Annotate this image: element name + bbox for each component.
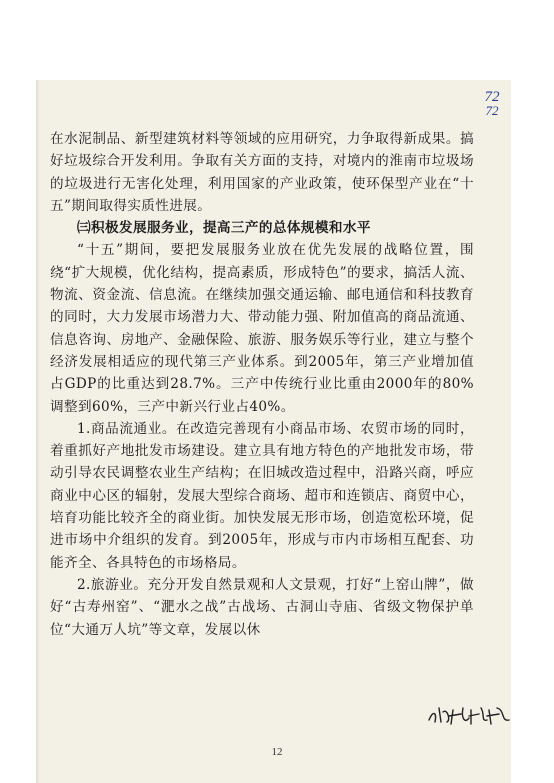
paragraph-commerce: 1.商品流通业。在改造完善现有小商品市场、农贸市场的同时，着重抓好产地批发市场建设。建立具有地方特色的产地批发市场，带动引导农民调整农业生产结构；在旧城改造过程中，沿路兴商，呼应商业中心区的辐射，发展大型综合商场、超市和连锁店、商贸中心，培育功能比较齐全的商业街。加快发展无形市场，创造宽松环境，促进市场中介组织的发育。到2005年，形成与市内市场相互配套、功能齐全、各具特色的市场格局。: [50, 420, 474, 571]
section-heading-services: ㈢积极发展服务业，提高三产的总体规模和水平: [77, 220, 371, 237]
footer-page-number: 12: [271, 746, 283, 758]
page-number-top: 72: [484, 89, 500, 105]
page-number-bottom: 72: [485, 103, 499, 118]
paragraph-tourism: 2.旅游业。充分开发自然景观和人文景观，打好“上窑山牌”，做好“古寿州窑”、“淝水之战”古战场、古洞山寺庙、省级文物保护单位“大通万人坑”等文章，发展以休: [50, 576, 474, 638]
handwritten-page-number: [474, 90, 510, 118]
paragraph-env-industry: 在水泥制品、新型建筑材料等领域的应用研究，力争取得新成果。搞好垃圾综合开发利用。争取有关方面的支持，对境内的淮南市垃圾场的垃圾进行无害化处理，利用国家的产业政策，使环保型产业在“十五”期间取得实质性进展。: [50, 131, 474, 214]
body-text: [50, 128, 474, 641]
paragraph-services-plan: “十五”期间，要把发展服务业放在优先发展的战略位置，围绕“扩大规模，优化结构，提高素质，形成特色”的要求，搞活人流、物流、资金流、信息流。在继续加强交通运输、邮电通信和科技教育的同时，大力发展市场潜力大、带动能力强、附加值高的商品流通、信息咨询、房地产、金融保险、旅游、服务娱乐等行业，建立与整个经济发展相适应的现代第三产业体系。到2005年，第三产业增加值占GDP的比重达到28.7%。三产中传统行业比重由2000年的80%调整到60%，三产中新兴行业占40%。: [50, 242, 474, 415]
page-footer: [0, 746, 554, 758]
handwritten-signature: [425, 700, 515, 728]
scan-margin-top: [0, 0, 554, 80]
